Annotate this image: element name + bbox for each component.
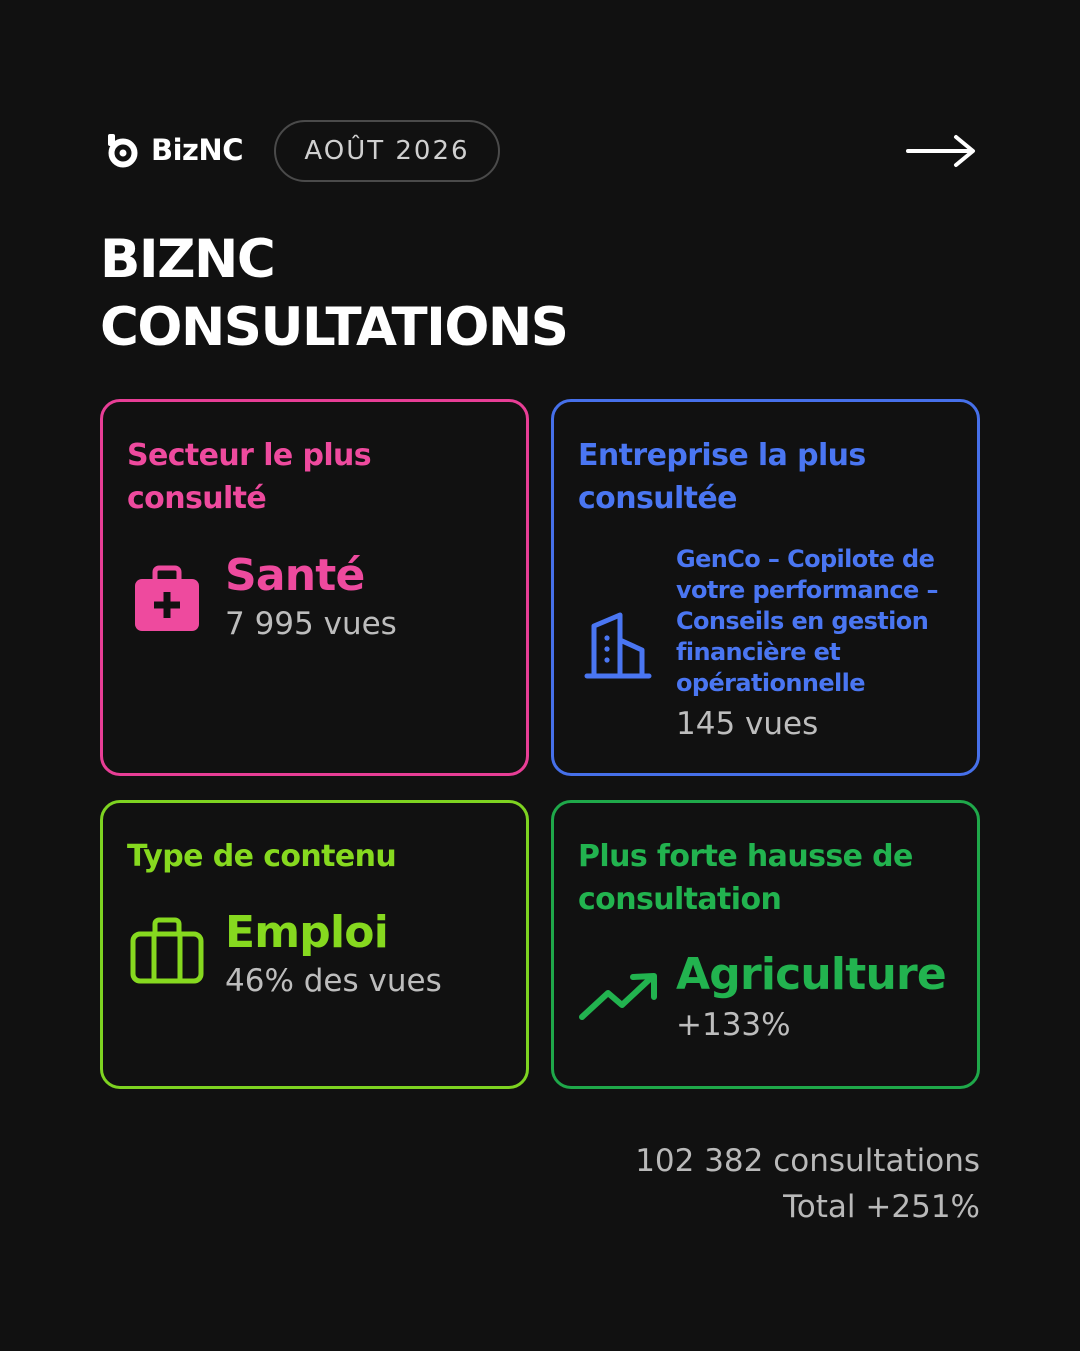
stat-card-value: GenCo – Copilote de votre performance – Conseils en gestion financière et opérationnelle <box>676 545 938 697</box>
date-badge: AOÛT 2026 <box>274 120 500 182</box>
total-consultations: 102 382 consultations <box>635 1143 980 1179</box>
first-aid-kit-icon <box>133 565 201 633</box>
arrow-right-icon[interactable] <box>906 134 978 168</box>
total-growth: Total +251% <box>783 1189 980 1225</box>
stat-card-label: Type de contenu <box>127 839 397 874</box>
stat-card-content-type <box>100 800 529 1089</box>
page-title <box>100 226 567 362</box>
stat-card-subtext: +133% <box>676 1007 791 1043</box>
stat-card-top-company <box>551 399 980 776</box>
brand-logo[interactable] <box>106 132 243 168</box>
page-title-line-1: BIZNC <box>100 229 275 290</box>
page-title-line-2: CONSULTATIONS <box>100 297 568 358</box>
stat-card-value: Agriculture <box>676 949 946 1000</box>
briefcase-icon <box>130 916 204 986</box>
stat-card-top-sector <box>100 399 529 776</box>
stat-card-biggest-increase <box>551 800 980 1089</box>
stat-card-label: Secteur le plus consulté <box>127 438 372 516</box>
stat-card-subtext: 145 vues <box>676 706 819 742</box>
stat-card-label: Entreprise la plus consultée <box>578 438 866 516</box>
stat-card-subtext: 7 995 vues <box>225 606 397 642</box>
building-icon <box>584 612 652 680</box>
biznc-logo-icon <box>106 132 140 168</box>
stat-card-label: Plus forte hausse de consultation <box>578 839 913 917</box>
trending-up-icon <box>578 971 660 1023</box>
top-bar <box>106 120 978 182</box>
brand-name: BizNC <box>151 133 243 167</box>
stat-card-subtext: 46% des vues <box>225 963 442 999</box>
totals-summary <box>635 1138 980 1230</box>
stat-card-value: Emploi <box>225 907 388 958</box>
stat-card-value: Santé <box>225 550 365 601</box>
